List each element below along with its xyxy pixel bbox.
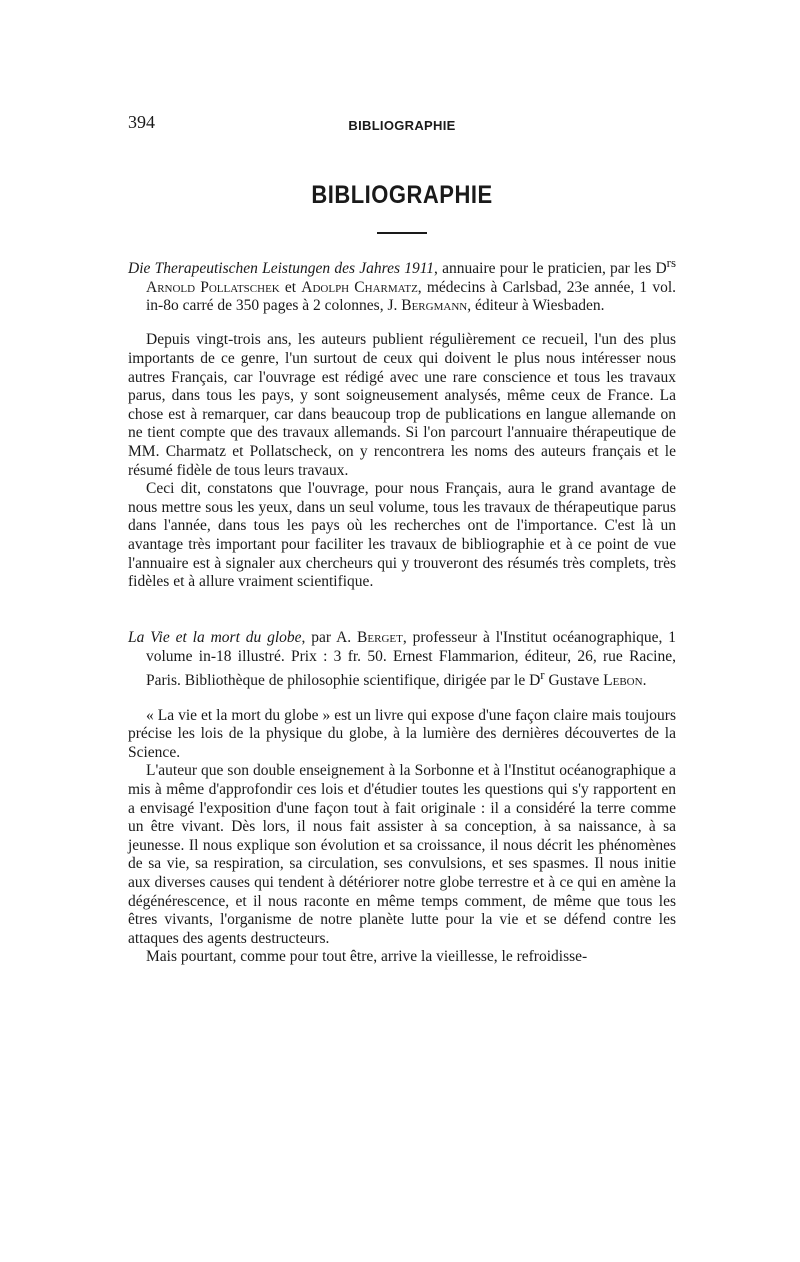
entry-citation <box>128 254 676 316</box>
publisher-name: Bergmann <box>401 297 468 315</box>
page-number: 394 <box>128 112 155 132</box>
review-paragraph: « La vie et la mort du globe » est un livre qui expose d'une façon claire mais toujours précise les lois de la physique du globe, à la lumière des dernières découvertes de la Science. <box>128 706 676 761</box>
author-name: Lebon <box>603 672 643 690</box>
bibliography-entry <box>128 629 676 967</box>
author-name: Berget <box>357 629 403 647</box>
review-text <box>128 707 676 967</box>
running-head <box>128 112 676 142</box>
citation-text: et <box>279 278 302 296</box>
citation-superscript: rs <box>666 255 676 270</box>
review-paragraph: Mais pourtant, comme pour tout être, arrive la vieillesse, le refroidisse- <box>146 948 588 966</box>
citation-text: , éditeur à Wiesbaden. <box>467 297 605 315</box>
review-paragraph: Ceci dit, constatons que l'ouvrage, pour nous Français, aura le grand avantage de nous mettre sous les yeux, dans un seul volume, tous les travaux de thérapeutique parus dans l'année, dans tous les pays où les recherches ont de l'importance. C'est là un avantage très important pour faciliter les travaux de bibliographie et à ce point de vue l'annuaire est à signaler aux chercheurs qui y trouveront des résumés très complets, très fidèles et à allure vraiment scientifique. <box>128 480 676 591</box>
bibliography-entry <box>128 254 676 592</box>
review-paragraph: L'auteur que son double enseignement à la Sorbonne et à l'Institut océanographique a mis à même d'approfondir ces lois et d'étudier toutes les questions qui s'y rapportent en a envisagé l'exposition d'une façon tout à fait originale : il a considéré la terre comme un être vivant. Dès lors, il nous fait assister à sa conception, à sa naissance, à sa jeunesse. Il nous explique son évolution et sa croissance, il nous décrit les phénomènes de sa vie, sa respiration, sa circulation, ses convulsions, et ses spasmes. Il nous initie aux diverses causes qui tendent à détériorer notre globe terrestre et à ce qui en amène la dégénérescence, et il nous raconte en même temps comment, de même que tous les êtres vivants, l'organisme de notre planète lutte pour la vie et se défend contre les attaques des agents destructeurs. <box>128 762 676 947</box>
review-paragraph: Depuis vingt-trois ans, les auteurs publient régulièrement ce recueil, l'un des plus importants de ce genre, l'un surtout de ceux qui doivent le plus nous intéresser nous autres Français, car l'ouvrage est rédigé avec une rare conscience et tous les travaux parus, dans tous les pays, y sont soigneusement analysés, même ceux de France. La chose est à remarquer, car dans beaucoup trop de publications en langue allemande on ne tient compte que des travaux allemands. Si l'on parcourt l'annuaire thérapeutique de MM. Charmatz et Pollatscheck, on y rencontrera les noms des auteurs français et le résumé fidèle de tous leurs travaux. <box>128 331 676 479</box>
author-name: Adolph Charmatz <box>301 278 418 296</box>
entry-separator <box>128 600 676 614</box>
citation-superscript: r <box>540 667 545 683</box>
entry-citation <box>128 629 676 691</box>
work-title: La Vie et la mort du globe <box>128 629 302 647</box>
page <box>128 112 676 975</box>
running-title: BIBLIOGRAPHIE <box>348 118 456 133</box>
citation-text: . <box>642 672 647 690</box>
citation-text: Gustave <box>544 672 604 690</box>
citation-text: , par A. <box>301 629 358 647</box>
citation-text: , médecins à Carlsbad, 23e année, 1 vol. in-8o carré de 350 pages à 2 colonnes, J. <box>146 278 676 315</box>
citation-text: , professeur à l'Institut océanographique, 1 volume in-18 illustré. Prix : 3 fr. 50. Ernest Flammarion, éditeur, 26, rue Racine, Paris. Bibliothèque de philosophie scientifique, dirigée par le D <box>146 629 676 690</box>
section-title: BIBLIOGRAPHIE <box>311 180 493 209</box>
author-name: Arnold Pollatschek <box>146 278 280 296</box>
review-text <box>128 331 676 591</box>
work-title: Die Therapeutischen Leistungen des Jahres 1911 <box>128 260 435 278</box>
title-rule <box>377 232 427 234</box>
citation-text: , annuaire pour le praticien, par les D <box>434 260 667 278</box>
